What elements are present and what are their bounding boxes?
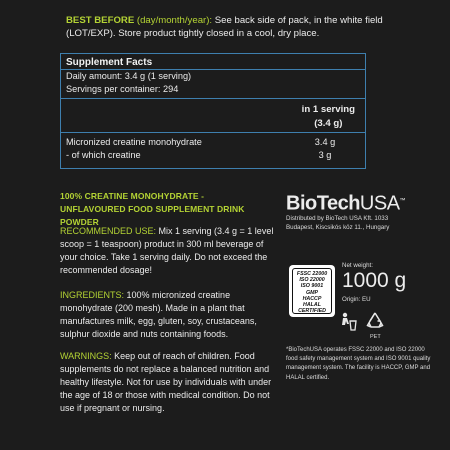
cert-line: HACCP bbox=[302, 295, 322, 302]
cert-line: ISO 9001 bbox=[300, 283, 324, 290]
warnings-body: Keep out of reach of children. Food supplements do not replace a balanced nutrition and healthy lifestyle. Not for use by individuals with under the age of 18 or those with medical condition. Do not use if pregnant or nursing. bbox=[60, 351, 272, 413]
certification-badge bbox=[289, 265, 335, 317]
distributor-line: Budapest, Kiscsikós köz 11., Hungary bbox=[286, 224, 390, 231]
ingredients-label: INGREDIENTS: bbox=[60, 290, 125, 300]
best-before-text bbox=[66, 14, 396, 40]
nutrient-value: 3 g bbox=[318, 150, 332, 160]
net-weight-label: Net weight: bbox=[342, 262, 373, 269]
trademark-mark: ™ bbox=[399, 198, 406, 204]
product-title: 100% CREATINE MONOHYDRATE - UNFLAVOURED FOOD SUPPLEMENT DRINK POWDER bbox=[60, 191, 245, 227]
best-before-body: See back side of pack, in the white field (LOT/EXP). Store product tightly closed in a cool, dry place. bbox=[66, 15, 383, 39]
warnings-label: WARNINGS: bbox=[60, 351, 112, 361]
serving-column-header-line1: in 1 serving bbox=[301, 104, 355, 115]
cert-line: GMP bbox=[305, 289, 319, 296]
cert-line: ISO 22000 bbox=[299, 277, 325, 284]
nutrient-name: Micronized creatine monohydrate bbox=[66, 137, 202, 147]
recommended-use-body: Mix 1 serving (3.4 g = 1 level scoop = 1 teaspoon) product in 300 ml beverage of your choice. Take 1 serving daily. Do not exceed the recommended dosage! bbox=[60, 226, 274, 275]
daily-amount: Daily amount: 3.4 g (1 serving) bbox=[66, 71, 192, 81]
recommended-use-label: RECOMMENDED USE: bbox=[60, 226, 157, 236]
ingredients-text bbox=[60, 289, 276, 341]
distributor-line: Distributed by BioTech USA Kft. 1033 bbox=[286, 215, 389, 222]
pet-label: PET bbox=[370, 334, 381, 340]
best-before-label: BEST BEFORE bbox=[66, 15, 135, 26]
table-row bbox=[61, 149, 365, 162]
table-header bbox=[61, 99, 365, 132]
brand-name-bio: BioTech bbox=[286, 192, 360, 215]
certification-badge-text bbox=[292, 268, 332, 314]
ingredients-body: 100% micronized creatine monohydrate (200 mesh). Made in a plant that manufactures milk, egg, gluten, soy, crustaceans, sulphur dioxide and nuts containing foods. bbox=[60, 290, 257, 339]
servings-per-container: Servings per container: 294 bbox=[66, 84, 179, 94]
brand-logo bbox=[286, 190, 405, 215]
cert-line: FSSC 22000 bbox=[296, 271, 328, 277]
supplement-facts-table bbox=[60, 53, 366, 169]
cert-line: HALAL bbox=[303, 302, 321, 309]
nutrient-value: 3.4 g bbox=[314, 137, 336, 147]
cert-line: CERTIFIED bbox=[298, 308, 326, 315]
origin-label: Origin: EU bbox=[342, 296, 371, 303]
supplement-facts-title: Supplement Facts bbox=[66, 57, 153, 68]
table-divider bbox=[61, 132, 365, 133]
tidy-man-icon bbox=[340, 312, 358, 334]
serving-column-header-line2: (3.4 g) bbox=[314, 118, 343, 129]
recommended-use-text bbox=[60, 225, 276, 277]
recycle-icon bbox=[364, 310, 386, 332]
distributor-info bbox=[286, 214, 436, 232]
table-row bbox=[61, 136, 365, 149]
warnings-text bbox=[60, 350, 276, 415]
nutrient-name: - of which creatine bbox=[66, 150, 141, 160]
brand-name-usa: USA bbox=[359, 192, 400, 215]
net-weight-value: 1000 g bbox=[342, 269, 407, 292]
certification-note: *BioTechUSA operates FSSC 22000 and ISO 22000 food safety management system and ISO 9001 quality management system. The facility is HACCP, GMP and HALAL certified. bbox=[286, 347, 431, 381]
serving-column-header bbox=[302, 103, 355, 131]
best-before-label-suffix: (day/month/year): bbox=[134, 15, 213, 26]
